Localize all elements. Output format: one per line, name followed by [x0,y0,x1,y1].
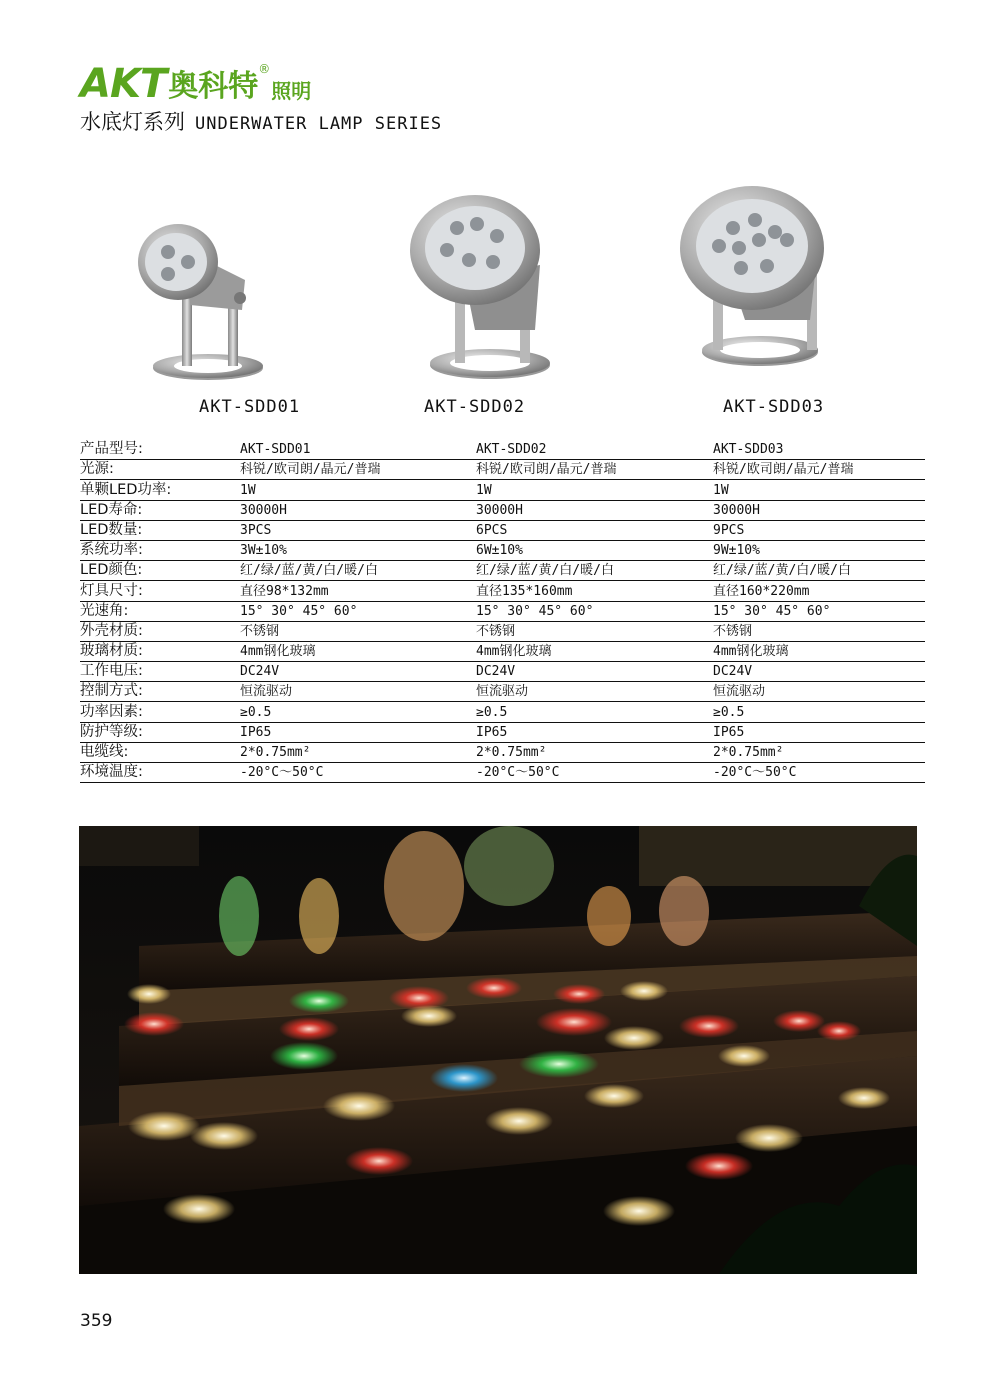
spec-label: 光速角: [80,602,129,619]
spec-value-sdd03: ≥0.5 [713,704,745,720]
spec-label: 外壳材质: [80,622,143,639]
spec-value-sdd01: 30000H [240,502,287,518]
model-caption-sdd01: AKT-SDD01 [199,397,301,417]
spec-value-sdd03: 15° 30° 45° 60° [713,603,831,619]
spec-row [80,662,925,682]
spec-label: 光源: [80,461,114,478]
spec-label: 工作电压: [80,663,143,680]
spec-value-sdd03: 2*0.75mm² [713,745,784,760]
model-caption-sdd02: AKT-SDD02 [424,397,526,417]
spec-value-sdd02: ≥0.5 [476,704,508,720]
spec-row [80,763,925,783]
spec-label: 灯具尺寸: [80,582,143,599]
spec-value-sdd01: AKT-SDD01 [240,442,311,458]
spec-row [80,541,925,561]
spec-value-sdd02: 直径135*160mm [476,583,573,599]
spec-value-sdd02: 6W±10% [476,543,523,559]
series-title-cn: 水底灯系列 [80,110,185,134]
spec-row [80,622,925,642]
spec-value-sdd02: 4mm钢化玻璃 [476,644,552,660]
spec-label: LED颜色: [80,562,143,579]
spec-label: LED寿命: [80,501,143,518]
spec-row [80,602,925,622]
spec-value-sdd01: -20°C～50°C [240,765,324,781]
spec-row [80,460,925,480]
spec-value-sdd03: 直径160*220mm [713,583,810,599]
brand-cn-lighting: 照明 [271,79,312,103]
spec-row [80,702,925,722]
spec-value-sdd01: 2*0.75mm² [240,745,311,760]
series-title [80,106,442,136]
spec-value-sdd02: AKT-SDD02 [476,442,547,458]
model-caption-sdd03: AKT-SDD03 [723,397,825,417]
spec-label: 玻璃材质: [80,643,143,660]
spec-value-sdd03: AKT-SDD03 [713,442,784,458]
spec-value-sdd01: 15° 30° 45° 60° [240,603,358,619]
spec-value-sdd01: 4mm钢化玻璃 [240,644,316,660]
spec-label: 功率因素: [80,703,143,720]
spec-row [80,501,925,521]
spec-row [80,440,925,460]
spec-row [80,723,925,743]
spec-label: 电缆线: [80,744,129,760]
spec-value-sdd02: 2*0.75mm² [476,745,547,760]
spec-value-sdd03: -20°C～50°C [713,765,797,781]
spec-value-sdd02: IP65 [476,724,508,740]
spec-value-sdd01: 直径98*132mm [240,583,329,599]
spec-row [80,561,925,581]
brand-logo [80,61,312,107]
spec-label: 控制方式: [80,683,143,700]
spec-value-sdd02: 科锐/欧司朗/晶元/普瑞 [476,462,617,478]
spec-label: 单颗LED功率: [80,481,172,498]
spec-value-sdd02: 15° 30° 45° 60° [476,603,594,619]
spec-value-sdd02: 1W [476,482,492,498]
spec-label: 防护等级: [80,723,143,740]
spec-value-sdd02: 6PCS [476,522,508,538]
spec-value-sdd03: 不锈钢 [713,623,753,639]
spec-value-sdd03: 30000H [713,502,760,518]
spec-label: 产品型号: [80,441,143,458]
spec-row [80,743,925,763]
spec-label: LED数量: [80,521,143,538]
registered-mark: ® [258,62,271,76]
page-number: 359 [80,1311,113,1331]
spec-value-sdd03: 4mm钢化玻璃 [713,644,789,660]
spec-value-sdd01: 恒流驱动 [240,684,293,700]
spec-value-sdd02: 不锈钢 [476,623,516,639]
spec-value-sdd03: 红/绿/蓝/黄/白/暖/白 [713,563,851,579]
spec-value-sdd01: 3W±10% [240,543,287,559]
spec-table [80,440,925,783]
spec-value-sdd02: 红/绿/蓝/黄/白/暖/白 [476,563,614,579]
spec-value-sdd02: 30000H [476,502,523,518]
spec-row [80,480,925,500]
spec-label: 环境温度: [80,764,143,781]
spec-value-sdd02: 恒流驱动 [476,684,529,700]
product-image-sdd03 [675,180,840,375]
brand-latin: AKT [80,61,167,107]
fountain-photo [79,826,917,1274]
spec-value-sdd01: 1W [240,482,256,498]
series-title-en: UNDERWATER LAMP SERIES [195,114,443,134]
spec-value-sdd01: 不锈钢 [240,623,280,639]
spec-value-sdd03: 9W±10% [713,543,760,559]
spec-value-sdd01: 3PCS [240,522,272,538]
spec-value-sdd01: DC24V [240,664,280,680]
spec-value-sdd02: -20°C～50°C [476,765,560,781]
spec-row [80,581,925,601]
spec-value-sdd02: DC24V [476,664,516,680]
spec-row [80,642,925,662]
brand-cn: 奥科特 [168,69,259,104]
spec-value-sdd03: 科锐/欧司朗/晶元/普瑞 [713,462,854,478]
spec-value-sdd01: 红/绿/蓝/黄/白/暖/白 [240,563,378,579]
spec-label: 系统功率: [80,542,143,559]
spec-value-sdd03: IP65 [713,724,745,740]
spec-row [80,521,925,541]
spec-value-sdd01: IP65 [240,724,272,740]
product-image-sdd01 [130,210,270,385]
spec-value-sdd03: 9PCS [713,522,745,538]
spec-value-sdd03: 1W [713,482,729,498]
spec-value-sdd01: ≥0.5 [240,704,272,720]
spec-row [80,682,925,702]
spec-value-sdd03: DC24V [713,664,753,680]
product-image-sdd02 [405,180,565,385]
spec-value-sdd03: 恒流驱动 [713,684,766,700]
spec-value-sdd01: 科锐/欧司朗/晶元/普瑞 [240,462,381,478]
